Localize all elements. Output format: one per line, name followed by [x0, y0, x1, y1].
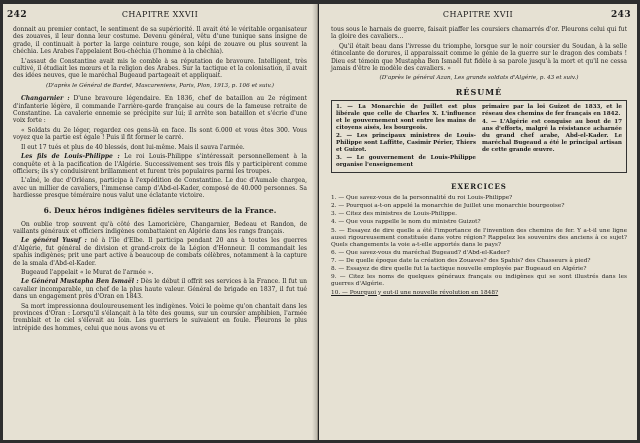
paragraph: Sa mort impressionna douloureusement les indigènes. Voici le poème qu'on chantait dans les provinces d'Oran : Lorsqu'il s'élançait à la tête des goums, sur un coursier amphibien, l'armée tremblait et le ciel s'élevait au loin. Les guerriers le suivaient en foule. Pleurons le plus intrépide des hommes, celui que nous avons vu et: [13, 302, 307, 332]
paragraph: tous sous le harnais de guerre, faisait piaffer les coursiers chamarrés d'or. Pleurons celui qui fut la gloire des cavaliers...: [331, 26, 627, 41]
name-heading: Les fils de Louis-Philippe :: [21, 153, 120, 161]
section-title: 6. Deux héros indigènes fidèles serviteurs de la France.: [43, 205, 277, 215]
exercises-title: EXERCICES: [451, 182, 507, 192]
right-chapter-title: CHAPITRE XVII: [442, 10, 514, 19]
resume-item: 1. — La Monarchie de Juillet est plus libérale que celle de Charles X. L'influence et le gouvernement sont entre les mains de citoyens aisés, les bourgeois.: [336, 104, 476, 131]
left-chapter-title: CHAPITRE XXVII: [121, 10, 199, 19]
exercise-item: 9. — Citez les noms de quelques généraux français ou indigènes qui se sont illustrés dans les guerres d'Algérie.: [331, 274, 627, 288]
exercise-item: 4. — Que vous rappelle le nom du ministre Guizot?: [331, 219, 481, 226]
paragraph-text: D'une bravoure légendaire. En 1836, chef de bataillon au 2e régiment d'infanterie légère, il commande l'arrière-garde française au cours de la fameuse retraite de Constantine. La cavalerie ennemie se précipite sur lui; il arrête son bataillon et s'écrie d'une voix forte :: [13, 95, 307, 125]
resume-item: 4. — L'Algérie est conquise au bout de 17 ans d'efforts, malgré la résistance acharnée du grand chef arabe, Abd-el-Kader. Le maréchal Bugeaud a été le principal artisan de cette grande œuvre.: [482, 119, 622, 153]
paragraph: L'assaut de Constantine avait mis le comble à sa réputation de bravoure. Intelligent, très cultivé, il étudiait les mœurs et la religion des Arabes. Sur la tactique et la colonisation, il avait des idées neuves, que le maréchal Bugeaud partageait et appliquait.: [13, 57, 307, 80]
right-page: [319, 4, 637, 440]
exercise-item: 1. — Que savez-vous de la personnalité du roi Louis-Philippe?: [331, 194, 513, 201]
right-running-head: [319, 10, 637, 20]
paragraph: Bugeaud l'appelait « le Murat de l'armée ».: [21, 268, 154, 276]
source-caption: (D'après le général Azan, Les grands soldats d'Algérie, p. 43 et suiv.): [379, 75, 579, 82]
left-page-number: 242: [7, 10, 27, 20]
exercise-item: 5. — Essayez de dire quelle a été l'importance de l'invention des chemins de fer. Y a-t-il une ligne aussi rigoureusement constituée dans votre région? Rappelez les souvenirs des anciens à ce sujet? Quels changements la voie a-t-elle apportés dans le pays?: [331, 227, 627, 248]
exercise-item: 3. — Citez des ministres de Louis-Philippe.: [331, 211, 457, 218]
resume-title: RÉSUMÉ: [455, 86, 503, 97]
exercise-item: 8. — Essayez de dire quelle fut la tactique nouvelle employée par Bugeaud en Algérie?: [331, 266, 587, 273]
paragraph-text: né à l'île d'Elbe. Il participa pendant 20 ans à toutes les guerres d'Algérie, fut général de division et grand-croix de la Légion d'Honneur. Il commandait les spahis indigènes; prit une part active à beaucoup de combats célèbres, notamment à la capture de la smala d'Abd-el-Kader.: [13, 237, 308, 267]
exercise-item: 10. — Pourquoi y eut-il une nouvelle révolution en 1848?: [331, 289, 499, 296]
paragraph: [13, 95, 307, 125]
resume-column-right: [482, 104, 622, 169]
name-heading: Changarnier :: [21, 95, 70, 103]
exercises-list: [331, 195, 627, 297]
paragraph: [13, 278, 307, 300]
paragraph: Qu'il était beau dans l'ivresse du triomphe, lorsque sur le noir coursier du Soudan, à la selle étincelante de dorures, il apparaissait comme le génie de la guerre sur le dragon des combats ! Dieu est témoin que Mustapha Ben Ismaël fut fidèle à sa parole jusqu'à la mort et qu'il ne cessa jamais d'être le modèle des cavaliers. »: [331, 42, 627, 73]
resume-item: primaire par la loi Guizot de 1833, et le réseau des chemins de fer français en 1842.: [482, 104, 622, 118]
paragraph: L'aîné, le duc d'Orléans, participa à l'expédition de Constantine. Le duc d'Aumale chargea, avec un millier de cavaliers, l'immense camp d'Abd-el-Kader, composé de 40.000 personnes. Sa hardiesse presque téméraire nous valut une éclatante victoire.: [13, 177, 307, 200]
resume-item: 2. — Les principaux ministres de Louis-Philippe sont Laffitte, Casimir Périer, Thiers et Guizot.: [336, 132, 476, 153]
left-page: [3, 4, 318, 440]
resume-item: 3. — Le gouvernement de Louis-Philippe organise l'enseignement: [336, 154, 476, 168]
paragraph: [13, 153, 307, 175]
resume-column-left: [336, 104, 476, 169]
paragraph-text: Dès le début il offrit ses services à la France. Il fut un cavalier incomparable, un chef de la plus haute valeur. Général de brigade en 1837, il fut tué dans un engagement près d'Oran en 1843.: [13, 278, 307, 301]
exercise-item: 7. — De quelle époque date la création des Zouaves? des Spahis? des Chasseurs à pied?: [331, 257, 591, 264]
paragraph-text: Le roi Louis-Philippe s'intéressait personnellement à la conquête et à la pacification de l'Algérie. Successivement ses trois fils y participèrent comme officiers; ils s'y conduisirent brillamment et furent très populaires parmi les troupes.: [13, 153, 307, 175]
right-page-body: [331, 26, 627, 298]
paragraph: On oublie trop souvent qu'à côté des Lamoricière, Changarnier, Bedeau et Randon, de vaillants généraux et officiers indigènes combattaient en Algérie dans les rangs français.: [13, 220, 307, 235]
paragraph: Il eut 17 tués et plus de 40 blessés, dont lui-même. Mais il sauva l'armée.: [21, 143, 245, 151]
name-heading: Le Général Mustapha Ben Ismaël :: [21, 278, 139, 286]
exercise-item: 6. — Que savez-vous du maréchal Bugeaud? d'Abd-el-Kader?: [331, 249, 510, 256]
left-running-head: [3, 10, 317, 20]
paragraph: « Soldats du 2e léger, regardez ces gens-là en face. Ils sont 6.000 et vous êtes 300. Vous voyez que la partie est égale ! Puis il fit former le carré.: [13, 126, 307, 142]
left-page-body: [13, 26, 307, 334]
right-page-number: 243: [611, 10, 631, 20]
source-caption: (D'après le Général de Bardel, Mascareniens, Paris, Plon, 1913, p. 106 et suiv.): [45, 82, 275, 89]
paragraph: [13, 237, 307, 267]
exercise-item: 2. — Pourquoi a-t-on appelé la monarchie de Juillet une monarchie bourgeoise?: [331, 203, 565, 209]
resume-box: [331, 100, 627, 173]
name-heading: Le général Yusuf :: [21, 237, 87, 245]
paragraph: donnait au premier contact, le sentiment de sa supériorité. Il avait été le véritable organisateur des zouaves, il leur donna leur costume. Devenu général, vêtu d'une tunique sans insigne de grade, il continuait à porter la large ceinture rouge, son képi de zouave ou plus souvent la chéchia. Les Arabes l'appelaient Bou-chéchia (l'homme à la chéchia).: [13, 26, 307, 56]
